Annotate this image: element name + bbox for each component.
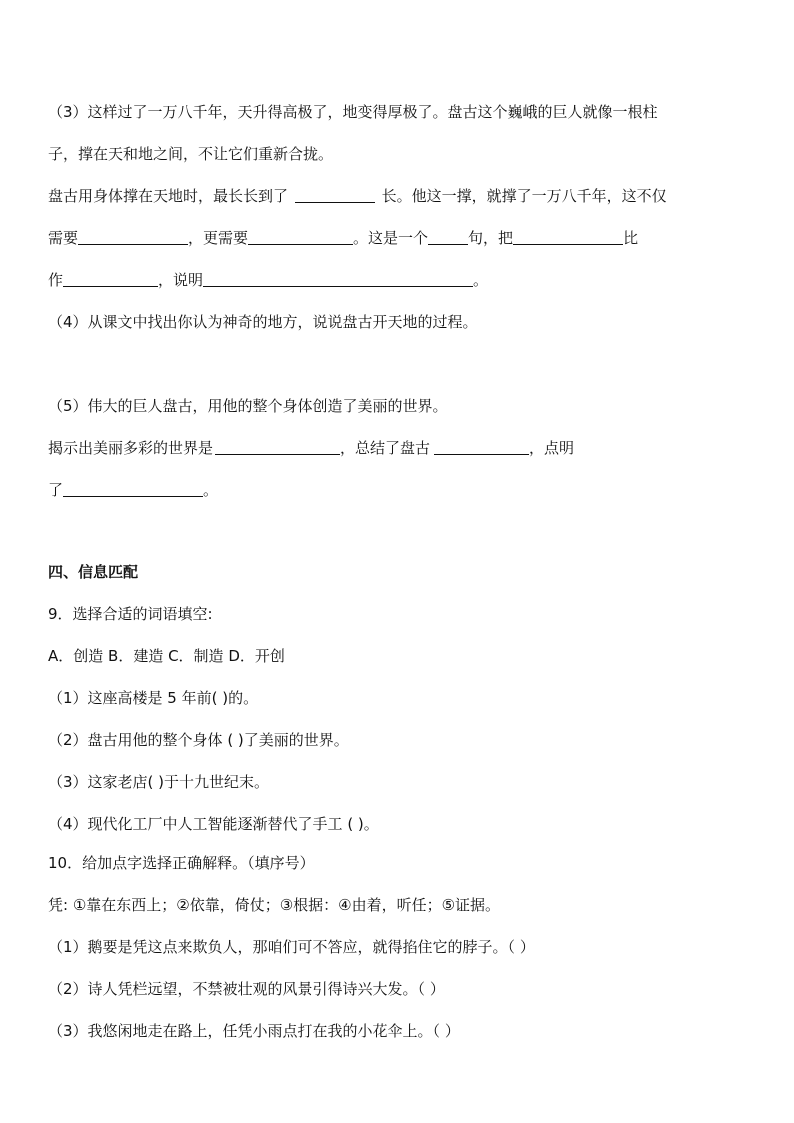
q5-line-3-text-a: 了 bbox=[48, 481, 64, 499]
q3-line-5 bbox=[48, 270, 488, 290]
section-heading: 四、信息匹配 bbox=[48, 563, 139, 581]
q5-line-1: （5）伟大的巨人盘古，用他的整个身体创造了美丽的世界。 bbox=[48, 397, 448, 415]
q10-item-1[interactable]: （1）鹅要是凭这点来欺负人，那咱们可不答应，就得掐住它的脖子。（ ） bbox=[48, 938, 535, 956]
q10-item-2[interactable]: （2）诗人凭栏远望，不禁被壮观的风景引得诗兴大发。（ ） bbox=[48, 980, 445, 998]
q3-line-1: （3）这样过了一万八千年，天升得高极了，地变得厚极了。盘古这个巍峨的巨人就像一根柱 bbox=[48, 103, 658, 121]
q3-line-4-text-e: 比 bbox=[623, 229, 639, 247]
answer-blank[interactable] bbox=[78, 230, 188, 245]
answer-blank[interactable] bbox=[248, 230, 353, 245]
q3-line-4-text-b: ，更需要 bbox=[188, 229, 249, 247]
q5-line-2-text-b: ，总结了盘古 bbox=[340, 439, 431, 457]
q5-line-2-text-c: ，点明 bbox=[529, 439, 575, 457]
q3-line-4 bbox=[48, 228, 638, 248]
q3-line-3-text-a: 盘古用身体撑在天地时，最长长到了 bbox=[48, 187, 289, 205]
answer-blank[interactable] bbox=[63, 272, 158, 287]
q4-line-1: （4）从课文中找出你认为神奇的地方，说说盘古开天地的过程。 bbox=[48, 313, 478, 331]
q9-options: A．创造 B．建造 C．制造 D．开创 bbox=[48, 647, 285, 665]
answer-blank[interactable] bbox=[428, 230, 468, 245]
q9-item-2[interactable]: （2）盘古用他的整个身体 ( )了美丽的世界。 bbox=[48, 731, 349, 749]
q3-line-4-text-c: 。这是一个 bbox=[353, 229, 429, 247]
q10-item-3[interactable]: （3）我悠闲地走在路上，任凭小雨点打在我的小花伞上。（ ） bbox=[48, 1022, 460, 1040]
answer-blank[interactable] bbox=[434, 440, 529, 455]
q9-title: 9．选择合适的词语填空: bbox=[48, 605, 213, 623]
q5-line-3 bbox=[48, 480, 218, 500]
q5-line-2 bbox=[48, 438, 574, 458]
q3-line-5-text-b: ，说明 bbox=[158, 271, 204, 289]
q3-line-2: 子，撑在天和地之间，不让它们重新合拢。 bbox=[48, 145, 334, 163]
q3-line-4-text-d: 句，把 bbox=[468, 229, 514, 247]
q9-item-4[interactable]: （4）现代化工厂中人工智能逐渐替代了手工 ( )。 bbox=[48, 815, 379, 833]
answer-blank[interactable] bbox=[203, 272, 473, 287]
q9-item-1[interactable]: （1）这座高楼是 5 年前( )的。 bbox=[48, 689, 259, 707]
q3-line-4-text-a: 需要 bbox=[48, 229, 79, 247]
q3-line-3 bbox=[48, 186, 667, 206]
q3-line-3-text-b: 长。他这一撑，就撑了一万八千年，这不仅 bbox=[381, 187, 667, 205]
q10-title: 10．给加点字选择正确解释。（填序号） bbox=[48, 854, 315, 872]
q5-line-2-text-a: 揭示出美丽多彩的世界是 bbox=[48, 439, 214, 457]
answer-blank[interactable] bbox=[295, 188, 375, 203]
answer-blank[interactable] bbox=[513, 230, 623, 245]
q3-line-5-text-a: 作 bbox=[48, 271, 64, 289]
answer-blank[interactable] bbox=[215, 440, 340, 455]
q9-item-3[interactable]: （3）这家老店( )于十九世纪末。 bbox=[48, 773, 270, 791]
answer-blank[interactable] bbox=[63, 482, 203, 497]
q10-definition: 凭: ①靠在东西上；②依靠，倚仗；③根据：④由着，听任；⑤证据。 bbox=[48, 896, 501, 914]
q5-line-3-text-b: 。 bbox=[203, 481, 219, 499]
q3-line-5-text-c: 。 bbox=[473, 271, 489, 289]
